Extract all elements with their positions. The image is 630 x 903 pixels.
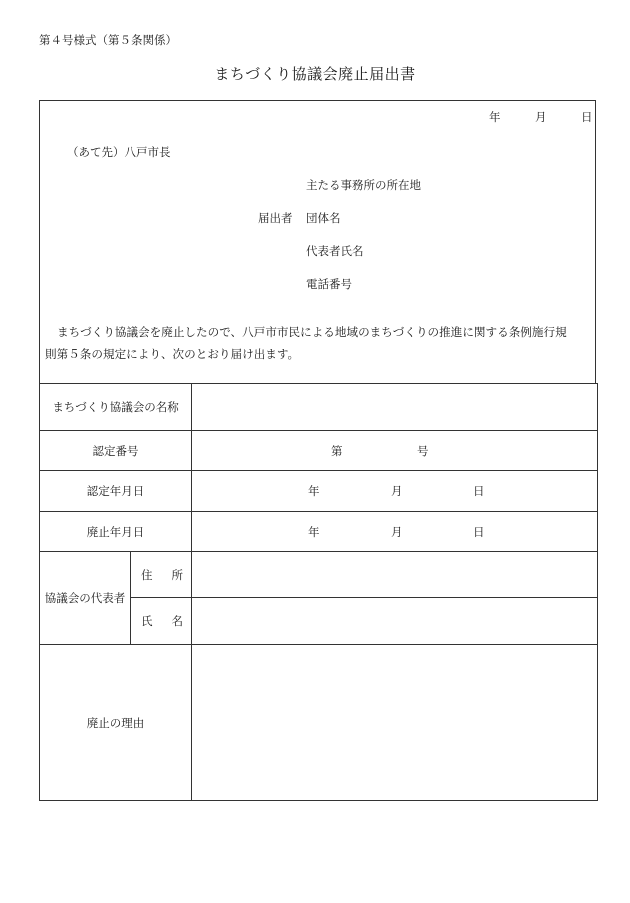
representative-name-label [131,598,192,645]
cert-no-suffix: 号 [417,443,429,458]
row-abolition-reason [40,645,598,801]
row-council-name [40,384,598,431]
address-char-2: 所 [171,567,184,582]
representative-address-label [131,552,192,598]
row-abolition-date [40,512,598,552]
certification-date-value[interactable] [192,471,598,512]
notification-box [39,100,596,383]
field-representative-name: 代表者氏名 [306,244,364,258]
statement-line-2: 則第５条の規定により、次のとおり届け出ます。 [45,347,300,361]
date-month-unit: 月 [535,110,547,124]
representative-label: 協議会の代表者 [40,552,131,645]
council-name-label: まちづくり協議会の名称 [40,384,192,431]
document-title: まちづくり協議会廃止届出書 [214,65,416,83]
form-number: 第４号様式（第５条関係） [39,33,177,47]
abolish-date-day-unit: 日 [473,524,485,539]
abolish-date-month-unit: 月 [391,524,403,539]
abolition-date-label: 廃止年月日 [40,512,192,552]
certification-number-label: 認定番号 [40,431,192,471]
representative-address-value[interactable] [192,552,598,598]
cert-date-month-unit: 月 [391,484,403,498]
date-day-unit: 日 [581,110,593,124]
abolition-date-value[interactable] [192,512,598,552]
certification-date-label: 認定年月日 [40,471,192,512]
row-certification-number [40,431,598,471]
statement-line-1: まちづくり協議会を廃止したので、八戸市市民による地域のまちづくりの推進に関する条例施行規 [57,325,567,339]
row-certification-date [40,471,598,512]
row-representative-address [40,552,598,598]
field-phone-number: 電話番号 [306,277,352,291]
abolish-date-year-unit: 年 [308,524,320,539]
name-char-2: 名 [171,614,184,628]
certification-number-value[interactable] [192,431,598,471]
detail-table [39,383,598,801]
field-office-address: 主たる事務所の所在地 [306,178,421,192]
council-name-value[interactable] [192,384,598,431]
notifier-label: 届出者 [258,211,293,225]
cert-date-year-unit: 年 [308,484,320,498]
addressee: （あて先）八戸市長 [67,145,171,159]
date-year-unit: 年 [489,110,501,124]
cert-date-day-unit: 日 [473,484,485,498]
field-organization-name: 団体名 [306,211,341,225]
cert-no-prefix: 第 [331,443,343,458]
abolition-reason-label: 廃止の理由 [40,645,192,801]
representative-name-value[interactable] [192,598,598,645]
address-char-1: 住 [141,567,153,582]
name-char-1: 氏 [141,614,153,628]
abolition-reason-value[interactable] [192,645,598,801]
